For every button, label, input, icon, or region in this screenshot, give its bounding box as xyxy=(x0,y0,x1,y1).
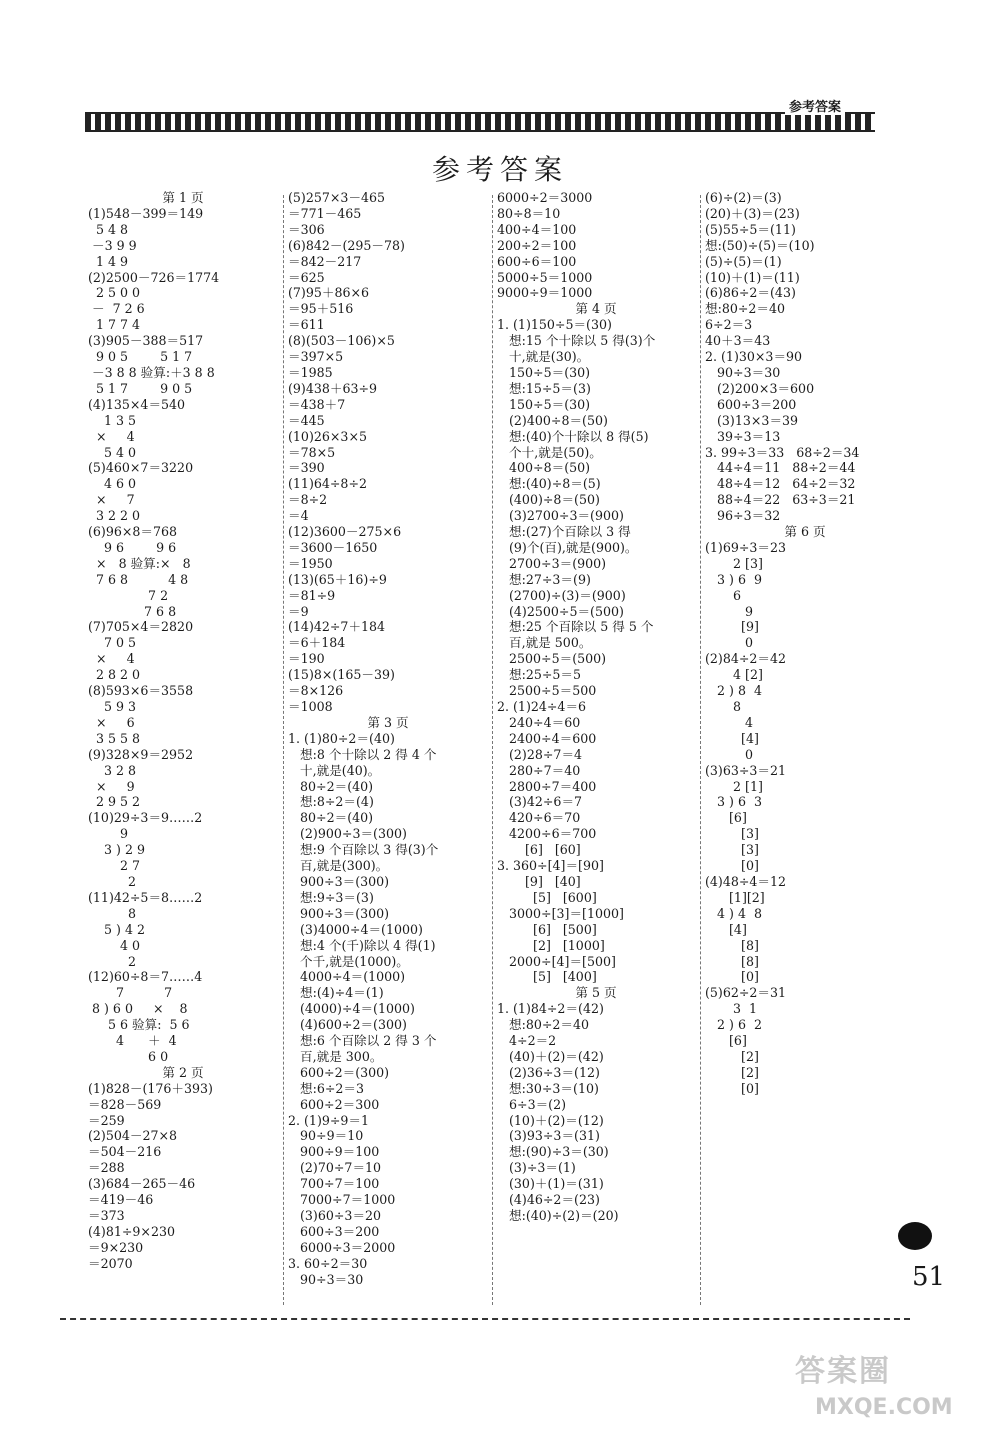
answer-line: 8 ) 6 0 × 8 xyxy=(88,1001,188,1017)
answer-line: 2 7 xyxy=(88,858,141,874)
answer-line: (5)÷(5)＝(1) xyxy=(705,253,782,269)
answer-line: 80÷8＝10 xyxy=(497,205,561,221)
answer-line: 0 xyxy=(705,746,754,762)
answer-line: 600÷2＝(300) xyxy=(288,1064,390,1080)
answer-line: 百,就是 500。 xyxy=(497,635,592,651)
answer-line: (1)828－(176＋393) xyxy=(88,1080,213,1096)
answer-line: [4] xyxy=(705,921,747,937)
answer-line: 2500÷5＝500 xyxy=(497,683,597,699)
answer-line: (3)60÷3＝20 xyxy=(288,1208,382,1223)
answer-line: 2400÷4＝600 xyxy=(497,730,597,746)
answer-line: ＝828－569 xyxy=(88,1096,162,1112)
answer-line: 1 7 7 4 xyxy=(88,317,141,333)
answer-line: 400÷4＝100 xyxy=(497,221,577,237)
answer-line: 3 ) 6 9 xyxy=(705,571,762,587)
answer-line: 2500÷5＝(500) xyxy=(497,651,607,667)
answer-line: 0 xyxy=(705,635,754,651)
answer-line: (3)4000÷4＝(1000) xyxy=(288,921,423,937)
answer-line: (11)64÷8÷2 xyxy=(288,476,368,492)
answer-line: 百,就是(300)。 xyxy=(288,858,389,874)
answer-line: (8)593×6＝3558 xyxy=(88,683,194,699)
answer-line: 240÷4＝60 xyxy=(497,714,581,730)
answer-line: 想:15 个十除以 5 得(3)个 xyxy=(497,333,656,349)
answer-line: 9 6 9 6 xyxy=(88,539,177,555)
answer-line: 3 2 8 xyxy=(88,762,137,778)
answer-line: (3)63÷3＝21 xyxy=(705,762,787,778)
answer-line: 4 0 xyxy=(88,937,141,953)
answer-line: (3)905－388＝517 xyxy=(88,333,204,349)
answer-line: 第 6 页 xyxy=(784,524,826,540)
answer-line: 2. (1)24÷4＝6 xyxy=(497,699,587,714)
answer-line: 96÷3＝32 xyxy=(705,508,781,524)
answer-line: 7 6 8 xyxy=(88,603,177,619)
answer-line: [5] [600] xyxy=(497,889,597,905)
answer-line: (15)8×(165－39) xyxy=(288,667,395,683)
answer-line: (2)504－27×8 xyxy=(88,1128,178,1144)
answer-line: 9 0 5 5 1 7 xyxy=(88,349,193,365)
answer-line: [3] xyxy=(705,842,759,858)
answer-line: 2000÷[4]＝[500] xyxy=(497,953,616,969)
answer-line: (4)48÷4＝12 xyxy=(705,873,787,889)
answer-line: 6 0 xyxy=(88,1048,169,1064)
answer-line: 想:6÷2＝3 xyxy=(288,1080,365,1096)
answer-line: 想:15÷5＝(3) xyxy=(497,380,591,396)
answer-line: (10)26×3×5 xyxy=(288,428,368,444)
answer-line: [0] xyxy=(705,858,759,874)
answer-line: － 7 2 6 xyxy=(88,301,145,317)
answer-line: 2. (1)9÷9＝1 xyxy=(288,1112,370,1128)
answer-line: ＝78×5 xyxy=(288,444,336,460)
answer-line: (2)200×3＝600 xyxy=(705,380,815,396)
answer-line: 9 xyxy=(88,826,129,842)
answer-line: 48÷4＝12 64÷2＝32 xyxy=(705,476,856,492)
answer-line: 90÷9＝10 xyxy=(288,1128,364,1144)
answer-line: [8] xyxy=(705,937,759,953)
answer-line: [2] xyxy=(705,1064,759,1080)
answer-line: (10)＋(2)＝(12) xyxy=(497,1112,604,1128)
answer-line: 1. (1)84÷2＝(42) xyxy=(497,1001,604,1017)
answer-line: (2)400÷8＝(50) xyxy=(497,412,608,428)
answer-line: × 4 xyxy=(88,428,135,444)
answer-column-3 xyxy=(497,190,695,1224)
answer-line: 6000÷2＝3000 xyxy=(497,190,593,205)
answer-line: 2 ) 8 4 xyxy=(705,683,762,699)
answer-line: 想:(40)÷8＝(5) xyxy=(497,476,601,492)
answer-line: × 7 xyxy=(88,492,135,508)
answer-line: ＝397×5 xyxy=(288,349,344,365)
answer-line: 90÷3＝30 xyxy=(288,1271,364,1287)
answer-line: ＝842－217 xyxy=(288,253,362,269)
answer-line: (3)684－265－46 xyxy=(88,1176,196,1192)
answer-line: (6)96×8＝768 xyxy=(88,524,178,540)
answer-line: 百,就是 300。 xyxy=(288,1048,383,1064)
answer-line: 想:25 个百除以 5 得 5 个 xyxy=(497,619,654,635)
answer-line: [0] xyxy=(705,1080,759,1096)
answer-line: (10)29÷3＝9……2 xyxy=(88,810,203,826)
answer-line: [6] xyxy=(705,810,747,826)
answer-line: (13)(65＋16)÷9 xyxy=(288,571,387,587)
answer-line: 600÷6＝100 xyxy=(497,253,577,269)
header-tag: 参考答案 xyxy=(785,96,845,115)
answer-line: 想:(40)个十除以 8 得(5) xyxy=(497,428,649,444)
answer-line: 7 0 5 xyxy=(88,635,137,651)
answer-line: [6] xyxy=(705,1033,747,1049)
answer-line: [9] xyxy=(705,619,759,635)
answer-line: 2 [1] xyxy=(705,778,763,794)
answer-line: 4÷2＝2 xyxy=(497,1033,557,1049)
watermark-text: 答案圈 xyxy=(795,1354,891,1389)
mascot-decoration-icon xyxy=(898,1222,932,1250)
answer-line: (4000)÷4＝(1000) xyxy=(288,1001,415,1017)
answer-line: 600÷3＝200 xyxy=(288,1223,380,1239)
answer-line: ＝259 xyxy=(88,1112,125,1128)
answer-line: ＝9 xyxy=(288,603,309,619)
answer-line: 4 6 0 xyxy=(88,476,137,492)
answer-line: [2] [1000] xyxy=(497,937,605,953)
answer-line: 80÷2＝(40) xyxy=(288,778,374,794)
answer-line: 想:(4)÷4＝(1) xyxy=(288,985,384,1001)
answer-line: 2800÷7＝400 xyxy=(497,778,597,794)
answer-line: 第 4 页 xyxy=(575,301,617,317)
answer-line: (3)÷3＝(1) xyxy=(497,1160,576,1176)
answer-line: [6] [60] xyxy=(497,842,581,858)
answer-line: (8)(503－106)×5 xyxy=(288,333,395,349)
answer-line: × 6 xyxy=(88,714,135,730)
answer-line: 44÷4＝11 88÷2＝44 xyxy=(705,460,856,476)
column-divider xyxy=(492,195,493,1305)
answer-line: 6 xyxy=(705,587,742,603)
answer-line: ＝8×126 xyxy=(288,683,344,699)
answer-line: 想:(90)÷3＝(30) xyxy=(497,1144,609,1160)
answer-line: (2700)÷(3)＝(900) xyxy=(497,587,626,603)
answer-line: 1 4 9 xyxy=(88,253,129,269)
answer-line: 200÷2＝100 xyxy=(497,237,577,253)
answer-line: 6÷3＝(2) xyxy=(497,1096,567,1112)
watermark-url: MXQE.COM xyxy=(815,1395,953,1420)
answer-line: 3 ) 6 3 xyxy=(705,794,762,810)
answer-line: × 9 xyxy=(88,778,135,794)
answer-line: (3)93÷3＝(31) xyxy=(497,1128,600,1144)
answer-column-2 xyxy=(288,190,488,1288)
answer-line: 3 2 2 0 xyxy=(88,508,141,524)
answer-line: 第 3 页 xyxy=(367,714,409,730)
answer-line: 900÷3＝(300) xyxy=(288,873,390,889)
answer-line: (1)548－399＝149 xyxy=(88,205,204,221)
answer-line: 1 3 5 xyxy=(88,412,137,428)
answer-line: (7)95＋86×6 xyxy=(288,285,370,301)
answer-line: 3 5 5 8 xyxy=(88,730,141,746)
answer-line: 5 ) 4 2 xyxy=(88,921,145,937)
answer-line: 5 4 0 xyxy=(88,444,137,460)
answer-line: 150÷5＝(30) xyxy=(497,396,591,412)
answer-line: (7)705×4＝2820 xyxy=(88,619,194,635)
answer-line: [8] xyxy=(705,953,759,969)
answer-line: 个千,就是(1000)。 xyxy=(288,953,409,969)
answer-line: 40＋3＝43 xyxy=(705,333,771,349)
answer-line: 想:6 个百除以 2 得 3 个 xyxy=(288,1033,437,1049)
answer-line: 2 5 0 0 xyxy=(88,285,141,301)
answer-line: [5] [400] xyxy=(497,969,597,985)
answer-line: ＝373 xyxy=(88,1208,125,1223)
answer-line: 5 6 验算: 5 6 xyxy=(88,1017,190,1033)
answer-line: 2 9 5 2 xyxy=(88,794,141,810)
answer-line: 8 xyxy=(705,699,742,714)
answer-line: (3)42÷6＝7 xyxy=(497,794,583,810)
answer-line: 700÷7＝100 xyxy=(288,1176,380,1192)
answer-line: 400÷8＝(50) xyxy=(497,460,591,476)
answer-line: ＝95＋516 xyxy=(288,301,354,317)
answer-line: 第 1 页 xyxy=(162,190,204,205)
answer-line: (9)328×9＝2952 xyxy=(88,746,194,762)
answer-line: [4] xyxy=(705,730,759,746)
answer-line: 想:9 个百除以 3 得(3)个 xyxy=(288,842,439,858)
answer-line: [0] xyxy=(705,969,759,985)
answer-column-4 xyxy=(705,190,905,1097)
answer-line: (2)36÷3＝(12) xyxy=(497,1064,600,1080)
answer-line: (10)＋(1)＝(11) xyxy=(705,269,800,285)
answer-line: 6÷2＝3 xyxy=(705,317,753,333)
answer-line: 2. (1)30×3＝90 xyxy=(705,349,803,365)
answer-line: ＝2070 xyxy=(88,1255,133,1271)
answer-line: －3 8 8 验算:＋3 8 8 xyxy=(88,364,215,380)
answer-line: (30)＋(1)＝(31) xyxy=(497,1176,604,1192)
answer-line: (12)60÷8＝7……4 xyxy=(88,969,203,985)
answer-line: 2 ) 6 2 xyxy=(705,1017,762,1033)
answer-line: (12)3600－275×6 xyxy=(288,524,402,540)
answer-line: 想:30÷3＝(10) xyxy=(497,1080,599,1096)
answer-line: [2] xyxy=(705,1048,759,1064)
answer-line: × 4 xyxy=(88,651,135,667)
answer-line: ＝419－46 xyxy=(88,1192,154,1208)
header-decorative-strip xyxy=(85,112,875,132)
answer-line: (5)460×7＝3220 xyxy=(88,460,194,476)
answer-line: 个十,就是(50)。 xyxy=(497,444,602,460)
answer-line: 900÷9＝100 xyxy=(288,1144,380,1160)
answer-line: ＝625 xyxy=(288,269,325,285)
answer-line: 想:9÷3＝(3) xyxy=(288,889,374,905)
answer-line: 600÷2＝300 xyxy=(288,1096,380,1112)
answer-line: 想:(50)÷(5)＝(10) xyxy=(705,237,815,253)
page-number: 51 xyxy=(912,1262,946,1292)
answer-line: ＝611 xyxy=(288,317,325,333)
answer-line: ＝1950 xyxy=(288,555,333,571)
answer-line: 88÷4＝22 63÷3＝21 xyxy=(705,492,856,508)
answer-line: 想:4 个(千)除以 4 得(1) xyxy=(288,937,436,953)
footer-dashed-line xyxy=(60,1318,910,1320)
answer-line: ＝1985 xyxy=(288,364,333,380)
answer-line: 1. (1)80÷2＝(40) xyxy=(288,730,395,746)
answer-line: 第 5 页 xyxy=(575,985,617,1001)
answer-line: 80÷2＝(40) xyxy=(288,810,374,826)
answer-line: 5 1 7 9 0 5 xyxy=(88,380,193,396)
answer-line: ＝6＋184 xyxy=(288,635,346,651)
answer-line: 想:(40)÷(2)＝(20) xyxy=(497,1208,619,1223)
answer-line: (2)900÷3＝(300) xyxy=(288,826,407,842)
answer-line: (6)86÷2＝(43) xyxy=(705,285,796,301)
answer-line: (2)84÷2＝42 xyxy=(705,651,787,667)
answer-line: 想:25÷5＝5 xyxy=(497,667,582,683)
column-divider xyxy=(283,195,284,1305)
answer-line: 280÷7＝40 xyxy=(497,762,581,778)
answer-line: 7000÷7＝1000 xyxy=(288,1192,396,1208)
answer-line: 3. 60÷2＝30 xyxy=(288,1255,368,1271)
answer-line: 420÷6＝70 xyxy=(497,810,581,826)
answer-line: 8 xyxy=(88,905,137,921)
answer-line: (3)2700÷3＝(900) xyxy=(497,508,624,524)
answer-line: 想:80÷2＝40 xyxy=(705,301,786,317)
answer-line: ＝3600－1650 xyxy=(288,539,378,555)
answer-line: 2700÷3＝(900) xyxy=(497,555,607,571)
answer-line: (5)55÷5＝(11) xyxy=(705,221,796,237)
answer-line: [6] [500] xyxy=(497,921,597,937)
answer-line: (5)62÷2＝31 xyxy=(705,985,787,1001)
answer-line: 900÷3＝(300) xyxy=(288,905,390,921)
answer-line: ＝81÷9 xyxy=(288,587,336,603)
answer-line: 想:80÷2＝40 xyxy=(497,1017,590,1033)
answer-line: 2 8 2 0 xyxy=(88,667,141,683)
answer-line: 4 ＋ 4 xyxy=(88,1033,177,1049)
answer-line: (40)＋(2)＝(42) xyxy=(497,1048,604,1064)
answer-line: ＝438＋7 xyxy=(288,396,346,412)
answer-line: (5)257×3－465 xyxy=(288,190,386,205)
answer-line: ＝771－465 xyxy=(288,205,362,221)
answer-line: ＝9×230 xyxy=(88,1239,144,1255)
answer-line: 想:27÷3＝(9) xyxy=(497,571,591,587)
answer-line: 4000÷4＝(1000) xyxy=(288,969,406,985)
answer-line: 5000÷5＝1000 xyxy=(497,269,593,285)
answer-line: 想:8÷2＝(4) xyxy=(288,794,374,810)
answer-line: (9)438＋63÷9 xyxy=(288,380,378,396)
answer-line: ＝190 xyxy=(288,651,325,667)
answer-line: (2)70÷7＝10 xyxy=(288,1160,382,1176)
answer-line: 9 xyxy=(705,603,754,619)
answer-line: 600÷3＝200 xyxy=(705,396,797,412)
answer-line: 3 1 xyxy=(705,1001,758,1017)
answer-line: 4 [2] xyxy=(705,667,763,683)
answer-line: (4)135×4＝540 xyxy=(88,396,186,412)
answer-line: 7 6 8 4 8 xyxy=(88,571,189,587)
answer-line: (3)13×3＝39 xyxy=(705,412,799,428)
answer-line: 4 xyxy=(705,714,754,730)
answer-line: 3000÷[3]＝[1000] xyxy=(497,905,624,921)
answer-line: (6)÷(2)＝(3) xyxy=(705,190,782,205)
answer-line: 第 2 页 xyxy=(162,1064,204,1080)
answer-line: 3 ) 2 9 xyxy=(88,842,145,858)
answer-line: (2)2500－726＝1774 xyxy=(88,269,220,285)
answer-line: (9)个(百),就是(900)。 xyxy=(497,539,638,555)
answer-line: [1][2] xyxy=(705,889,765,905)
answer-line: 1. (1)150÷5＝(30) xyxy=(497,317,612,333)
answer-line: 90÷3＝30 xyxy=(705,364,781,380)
answer-line: ＝288 xyxy=(88,1160,125,1176)
answer-line: 十,就是(30)。 xyxy=(497,349,590,365)
answer-line: [9] [40] xyxy=(497,873,581,889)
answer-line: (4)600÷2＝(300) xyxy=(288,1017,407,1033)
answer-line: 2 [3] xyxy=(705,555,763,571)
answer-line: ＝504－216 xyxy=(88,1144,162,1160)
page-title: 参考答案 xyxy=(431,153,568,186)
answer-line: (4)81÷9×230 xyxy=(88,1223,176,1239)
answer-line: [3] xyxy=(705,826,759,842)
answer-line: 2 xyxy=(88,953,137,969)
answer-line: 想:(27)个百除以 3 得 xyxy=(497,524,631,540)
answer-line: (1)69÷3＝23 xyxy=(705,539,787,555)
answer-line: (6)842－(295－78) xyxy=(288,237,405,253)
answer-line: 9000÷9＝1000 xyxy=(497,285,593,301)
answer-line: ＝445 xyxy=(288,412,325,428)
answer-line: (400)÷8＝(50) xyxy=(497,492,600,508)
answer-column-1 xyxy=(88,190,278,1272)
answer-line: (14)42÷7＋184 xyxy=(288,619,386,635)
answer-line: 150÷5＝(30) xyxy=(497,364,591,380)
answer-line: 5 9 3 xyxy=(88,699,137,714)
answer-line: ＝1008 xyxy=(288,699,333,714)
answer-line: －3 9 9 xyxy=(88,237,137,253)
answer-line: 7 2 xyxy=(88,587,169,603)
answer-line: 5 4 8 xyxy=(88,221,129,237)
answer-line: 3. 99÷3＝33 68÷2＝34 xyxy=(705,444,860,460)
answer-line: ＝4 xyxy=(288,508,309,524)
answer-line: 4200÷6＝700 xyxy=(497,826,597,842)
answer-line: ＝306 xyxy=(288,221,325,237)
answer-line: 7 7 xyxy=(88,985,173,1001)
answer-line: 4 ) 4 8 xyxy=(705,905,762,921)
answer-line: (20)＋(3)＝(23) xyxy=(705,205,800,221)
answer-line: (2)28÷7＝4 xyxy=(497,746,583,762)
answer-line: 十,就是(40)。 xyxy=(288,762,381,778)
answer-line: 6000÷3＝2000 xyxy=(288,1239,396,1255)
column-divider xyxy=(700,195,701,1305)
answer-line: × 8 验算:× 8 xyxy=(88,555,191,571)
answer-line: ＝390 xyxy=(288,460,325,476)
answer-line: (4)46÷2＝(23) xyxy=(497,1192,600,1208)
answer-line: 39÷3＝13 xyxy=(705,428,781,444)
answer-line: (11)42÷5＝8……2 xyxy=(88,889,203,905)
answer-line: 3. 360÷[4]＝[90] xyxy=(497,858,604,874)
answer-line: (4)2500÷5＝(500) xyxy=(497,603,624,619)
answer-line: ＝8÷2 xyxy=(288,492,328,508)
answer-line: 想:8 个十除以 2 得 4 个 xyxy=(288,746,437,762)
answer-line: 2 xyxy=(88,873,137,889)
